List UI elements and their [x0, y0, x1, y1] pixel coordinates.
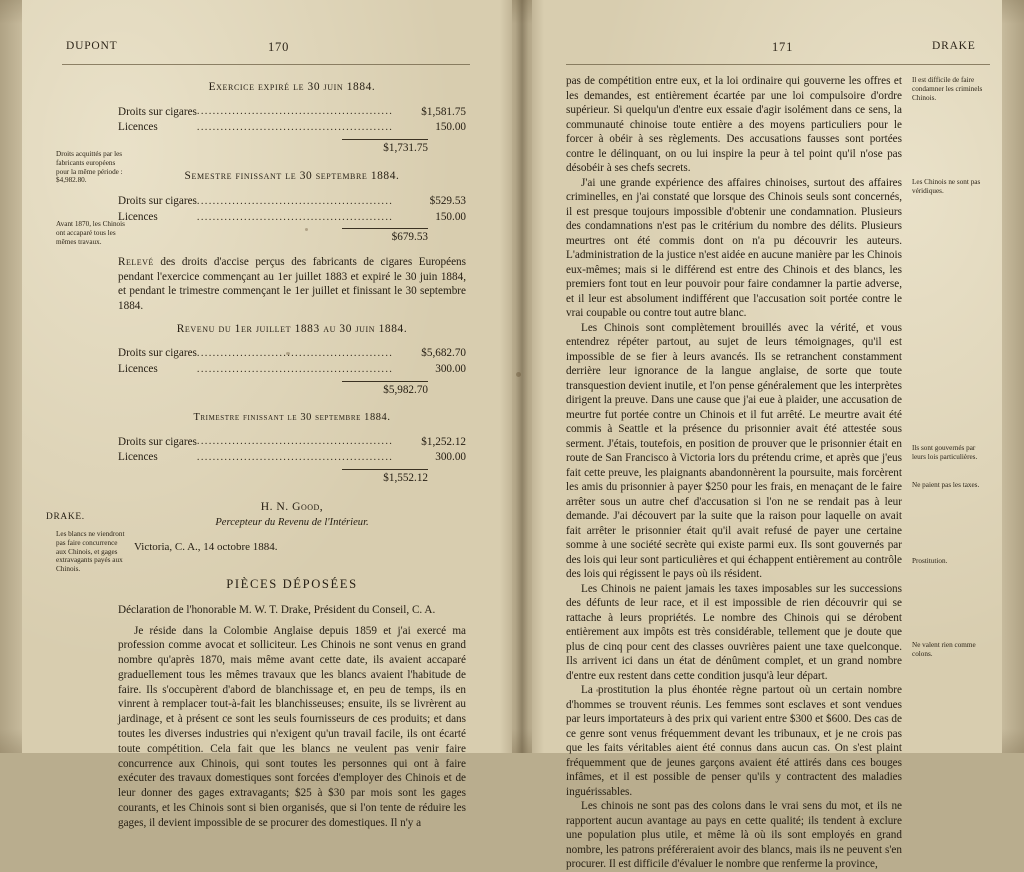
section-total-wrap — [118, 139, 466, 156]
sidenote: Droits acquittés par les fabricants européens pour la même période : $4,982.80. — [56, 150, 123, 185]
section-total: $1,731.75 — [342, 139, 428, 156]
section-total-wrap — [118, 228, 466, 245]
paper-speck — [516, 372, 521, 377]
speaker-tag-drake: DRAKE. — [46, 512, 85, 522]
sidenote: Prostitution. — [912, 557, 948, 565]
releve-text: des droits d'accise perçus des fabricants de cigares Européens pendant l'exercice commençant au 1er juillet 1883 et expiré le 30 juin 1884, et pendant le trimestre commençant le 1er juillet et finissant le 30 septembre 1884. — [118, 255, 466, 313]
running-head-left: DUPONT — [66, 40, 118, 52]
table-row — [118, 362, 466, 378]
paragraph: Les chinois ne sont pas des colons dans le vrai sens du mot, et ils ne rapportent aucun avantage au pays en cette qualité; ils tendent à exclure une population plus utile, et même là où ils sont employés en grand nombre, les patrons préféreraient avoir des blancs, mais ils ne peuvent s'en procurer. Il est difficile d'évaluer le nombre que renferme la province, — [566, 800, 902, 870]
paragraph: pas de compétition entre eux, et la loi ordinaire qui gouverne les offres et les demandes, est entièrement écartée par une loi compulsoire d'ordre supérieur. Si quelqu'un d'entre eux essaie d'agir isolément dans ce sens, la communauté chinoise toute entière a des moyens particuliers pour le forcer à obéir à ses règlements. Des accusations fausses sont portées contre le délinquant, on ou lui inspire la peur à tel point qu'il n'ose pas désobéir à ses chefs secrets. — [566, 75, 902, 174]
section-total: $5,982.70 — [342, 381, 428, 398]
running-head-right: DRAKE — [932, 40, 976, 52]
signature-name: H. N. Good, — [260, 500, 324, 514]
row-label: Droits sur cigares — [118, 347, 197, 360]
leader-dots: .................................................. — [196, 122, 394, 134]
paragraph: Les Chinois ne paient jamais les taxes imposables sur les successions des défunts de leur race, et il est impossible de rien découvrir qui se rattache à leurs propriétés. Le nombre des Chinois qui se dérobent entièrement aux impôts est très considérable, tellement que je doute que plus de cinq pour cent des classes ouvrières paient une taxe quelconque. Ils arrivent ici dans un état de dénûment complet, et un grand nombre d'entre eux restent dans cette condition jusqu'à leur départ. — [566, 582, 902, 682]
table-row — [118, 193, 466, 209]
row-amount: 300.00 — [435, 363, 466, 376]
row-label: Droits sur cigares — [118, 435, 197, 448]
section-total: $1,552.12 — [342, 469, 428, 486]
sidenote: Avant 1870, les Chinois ont accaparé tous les mêmes travaux. — [56, 220, 125, 246]
leader-dots: .................................................. — [196, 195, 394, 207]
row-amount: 150.00 — [435, 210, 466, 223]
leader-dots: .................................................. — [196, 452, 394, 464]
declaration-line: Déclaration de l'honorable M. W. T. Drake, Président du Conseil, C. A. — [118, 603, 436, 616]
leader-dots: .................................................. — [196, 211, 394, 223]
sidenote: Ils sont gouvernés par leurs lois particulières. — [912, 444, 978, 461]
table-row — [118, 346, 466, 362]
row-amount: $1,252.12 — [421, 435, 466, 448]
right-page-body — [566, 74, 902, 872]
account-table — [118, 434, 466, 466]
table-row — [118, 120, 466, 136]
row-label: Licences — [118, 451, 158, 464]
section-total: $679.53 — [342, 228, 428, 245]
account-table — [118, 104, 466, 136]
section-title-pieces: PIÈCES DÉPOSÉES — [226, 577, 358, 592]
releve-paragraph — [118, 255, 466, 314]
testimony-paragraph: Je réside dans la Colombie Anglaise depuis 1859 et j'ai exercé ma profession comme avocat et solliciteur. Les Chinois ne sont venus en grand nombre qu'après 1870, mais même avant cette date, ils avaient accaparé graduellement tous les mêmes travaux que les blancs avaient l'habitude de faire. Ils s'occupèrent d'abord de blanchissage et, en peu de temps, ils en vinrent à remplacer tout-à-fait les blanchisseuses; ensuite, ils se livrèrent au jardinage, et à présent ce sont les seuls fournisseurs de ces produits; et dans toutes les diverses industries qui n'exigent qu'un travail facile, ils ont écarté toute compétition. Cela fait que les blancs ne veulent pas venir faire concurrence aux Chinois, qui sont toutes les personnes qui ont à faire exécuter des travaux domestiques sont forcées d'employer des Chinois et de leur donner des gages extravagants; $25 à $30 par mois sont les gages courants, et les Chinois sont si bien organisés, que si l'on tente de réduire les gages, il devient impossible de se procurer des domestiques. Il n'y a — [118, 624, 466, 829]
row-amount: 150.00 — [435, 121, 466, 134]
account-table — [118, 346, 466, 378]
row-amount: $5,682.70 — [421, 347, 466, 360]
row-label: Licences — [118, 363, 158, 376]
table-row — [118, 434, 466, 450]
page-number-right: 171 — [772, 40, 794, 54]
section-heading: Revenu du 1er juillet 1883 au 30 juin 1884. — [176, 322, 408, 335]
section-heading: Trimestre finissant le 30 septembre 1884. — [193, 412, 391, 424]
sidenote: Les Chinois ne sont pas véridiques. — [912, 178, 981, 195]
row-amount: 300.00 — [435, 451, 466, 464]
section-total-wrap — [118, 469, 466, 486]
table-row — [118, 104, 466, 120]
signature-title: Percepteur du Revenu de l'Intérieur. — [215, 516, 369, 528]
row-amount: $1,581.75 — [421, 105, 466, 118]
section-total-wrap — [118, 381, 466, 398]
leader-dots: .................................................. — [196, 348, 394, 360]
sidenote: Les blancs ne viendront pas faire concurrence aux Chinois, et gages extravagants payés aux Chinois. — [56, 530, 125, 574]
paragraph: La prostitution la plus éhontée règne partout où un certain nombre d'hommes se trouvent réunis. Les femmes sont esclaves et sont vendues par leurs importateurs à des prix qui varient entre $300 et $600. Des cas de ce genre sont venus fréquemment devant les tribunaux, et je ne crois pas que les faits véritables aient été connus dans aucun cas. On s'est plaint fréquemment que de jeunes garçons avaient été attirés dans ces bouges infâmes, et il est possible de penser qu'ils y contractent des maladies inguérissables. — [566, 684, 902, 798]
row-label: Licences — [118, 210, 158, 223]
table-row — [118, 450, 466, 466]
table-row — [118, 209, 466, 225]
releve-label: Relevé — [118, 255, 154, 268]
leader-dots: .................................................. — [196, 436, 394, 448]
signature-place: Victoria, C. A., 14 octobre 1884. — [134, 540, 278, 553]
leader-dots: .................................................. — [196, 106, 394, 118]
account-table — [118, 193, 466, 225]
row-label: Droits sur cigares — [118, 194, 197, 207]
sidenote: Ne paient pas les taxes. — [912, 481, 980, 489]
paragraph: J'ai une grande expérience des affaires chinoises, surtout des affaires criminelles, en j'ai constaté que lorsque des Chinois seuls sont concernés, il est presque toujours impossible d'obtenir une condamnation. Plusieurs des condamnations n'est pas le critérium du nombre des délits. Plusieurs meurtres ont été commis dont on n'a pu découvrir les auteurs. L'administration de la justice n'est aidée en aucune manière par les Chinois eux-mêmes; mais si le différend est entre des Chinois et des blancs, les premiers font tout en leur pouvoir pour faire condamner la partie adverse, et il leur est absolument indifférent que l'accusation soit portée contre le vrai coupable ou contre tout autre blanc. — [566, 176, 902, 319]
sidenote: Il est difficile de faire condamner les criminels Chinois. — [912, 76, 983, 102]
left-page-body — [118, 74, 466, 831]
header-rule-right — [566, 64, 990, 65]
section-heading: Exercice expiré le 30 juin 1884. — [208, 81, 376, 93]
row-amount: $529.53 — [429, 194, 466, 207]
sidenote: Ne valent rien comme colons. — [912, 641, 976, 658]
page-number-left: 170 — [268, 40, 290, 54]
leader-dots: .................................................. — [196, 364, 394, 376]
paragraph: Les Chinois sont complètement brouillés avec la vérité, et vous entendrez répéter partout, au sujet de leurs témoignages, qu'il est impossible de se fier à leurs avancés. Ils se retranchent constamment derrière leur ignorance de la langue anglaise, de sorte que toute transquestion devient inutile, et l'on pense généralement que les interprètes dirigent la preuve. Dans une cause que j'ai eue à plaider, une accusation de meurtre fut portée contre un Chinois et il fut arrêté. Le meurtre avait été commis à Seattle et la présence du prisonnier avait été attestée sous serment. J'étais, toutefois, en position de prouver que le prisonnier était en route de San Francisco à Victoria lors du prétendu crime, et après que j'eus fait cette preuve, les plaignants abandonnèrent la poursuite, mais forcèrent les amis du prisonnier à payer $250 pour les frais, en menaçant de le faire arrêter sous un autre chef d'accusation si l'on ne se rendait pas à leur demande. J'ai découvert par la suite que la raison pour laquelle on avait fait arrêter le prisonnier était qu'il avait refusé de payer une certaine somme à une société secrète qui existe parmi eux. Ils sont gouvernés par des lois qui leur sont particulières et qui échappent entièrement au contrôle des lois qui régissent le pays où ils résident. — [566, 321, 902, 580]
section-heading: Semestre finissant le 30 septembre 1884. — [184, 170, 400, 183]
row-label: Droits sur cigares — [118, 105, 197, 118]
header-rule-left — [62, 64, 470, 65]
row-label: Licences — [118, 121, 158, 134]
